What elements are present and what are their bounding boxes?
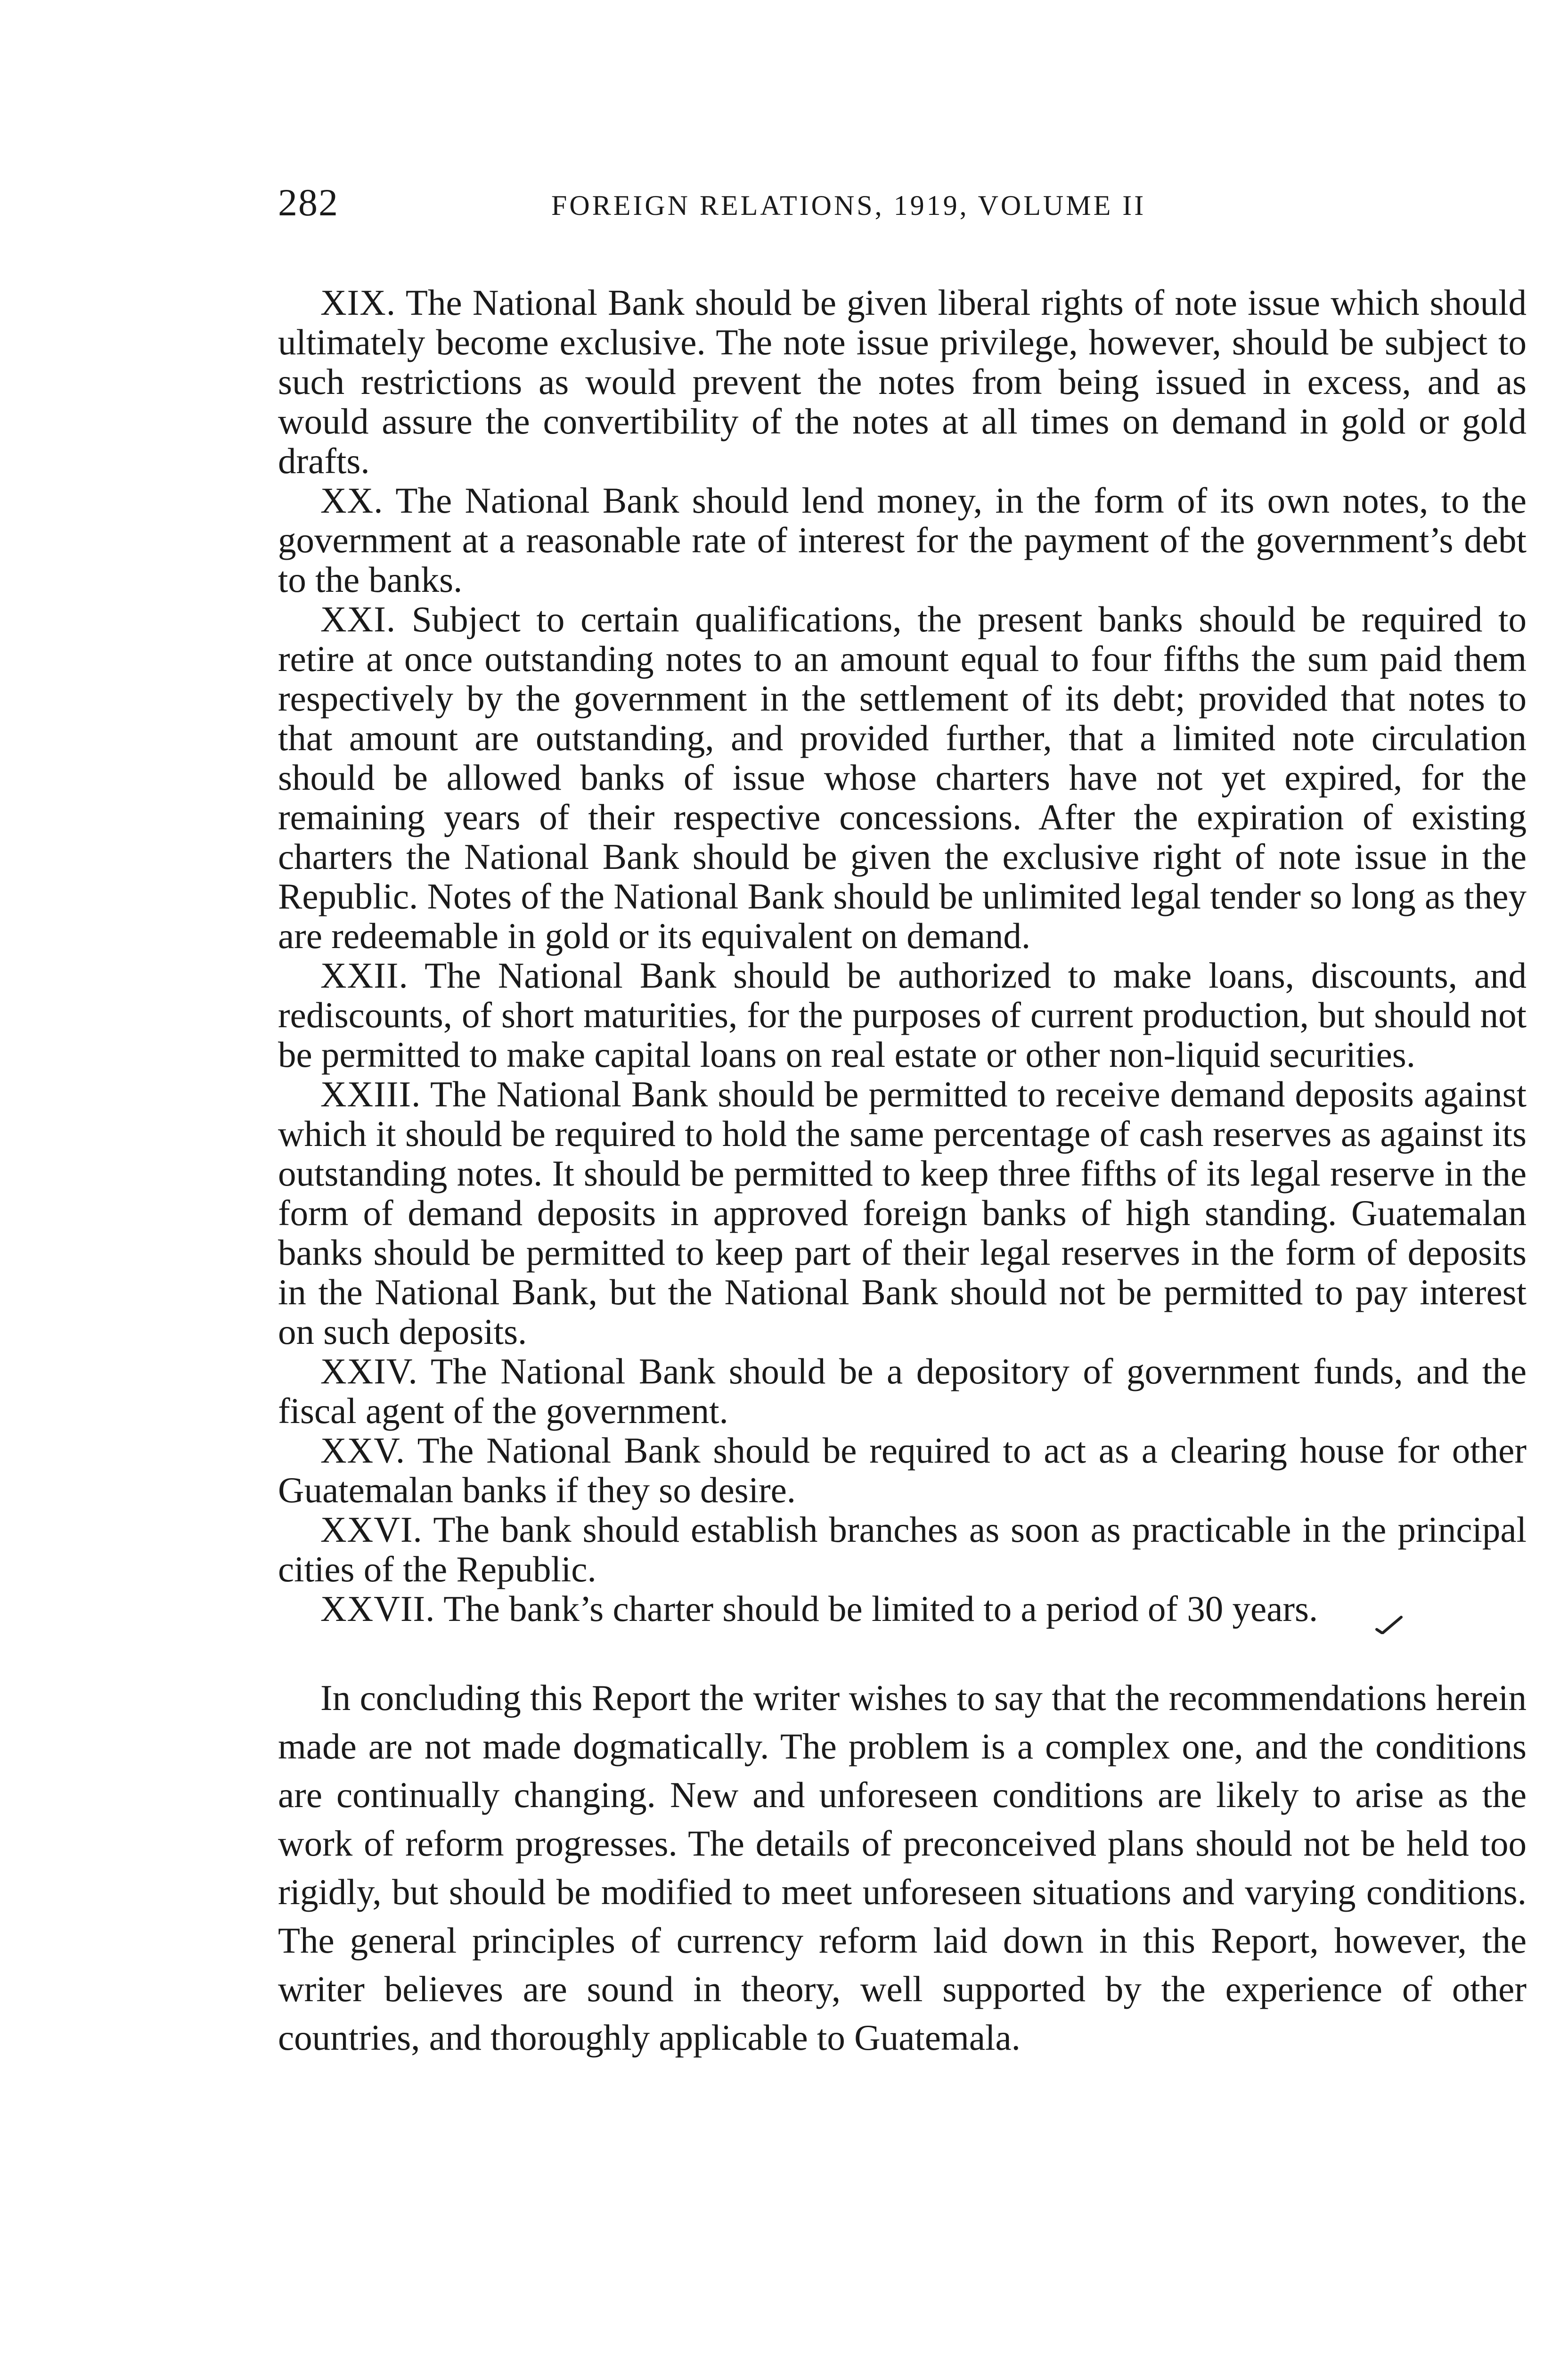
page-number: 282 xyxy=(278,181,339,224)
recommendation-numeral: XXI. xyxy=(320,599,396,639)
recommendation-text: The National Bank should be permitted to receive demand deposits against which it should be required to hold the same percentage of cash reserves as against its outstanding notes. It should be permitted to keep three fifths of its legal reserve in the form of demand deposits in approved foreign banks of high standing. Guatemalan banks should be permitted to keep part of their legal reserves in the form of deposits in the National Bank, but the National Bank should not be permitted to pay interest on such deposits. xyxy=(278,1074,1527,1352)
recommendation-text: The National Bank should be given liberal rights of note issue which should ultimately become exclusive. The note issue privilege, however, should be subject to such restrictions as would prevent the notes from being issued in excess, and as would assure the convertibility of the notes at all times on demand in gold or gold drafts. xyxy=(278,282,1527,481)
running-head xyxy=(278,179,1527,231)
recommendation-paragraph xyxy=(278,1510,1527,1589)
recommendation-numeral: XIX. xyxy=(320,282,396,323)
recommendation-numeral: XX. xyxy=(320,480,384,521)
recommendation-text: The National Bank should lend money, in the form of its own notes, to the government at a reasonable rate of interest for the payment of the government’s debt to the banks. xyxy=(278,480,1527,600)
recommendation-paragraph xyxy=(278,1431,1527,1510)
recommendations-list xyxy=(278,283,1527,1628)
recommendation-paragraph xyxy=(278,1589,1527,1628)
recommendation-numeral: XXV. xyxy=(320,1430,406,1471)
recommendation-paragraph xyxy=(278,481,1527,599)
recommendation-numeral: XXII. xyxy=(320,955,408,996)
recommendation-numeral: XXVI. xyxy=(320,1509,423,1550)
recommendation-text: The National Bank should be authorized to make loans, discounts, and rediscounts, of short maturities, for the purposes of current production, but should not be permitted to make capital loans on real estate or other non-liquid securities. xyxy=(278,955,1527,1075)
recommendation-text: The bank’s charter should be limited to a period of 30 years. xyxy=(443,1588,1318,1629)
recommendation-numeral: XXIV. xyxy=(320,1351,418,1391)
conclusion-paragraph: In concluding this Report the writer wishes to say that the recommendations herein made are not made dogmatically. The problem is a complex one, and the conditions are continually changing. New and unforeseen conditions are likely to arise as the work of reform progresses. The details of preconceived plans should not be held too rigidly, but should be modified to meet unforeseen situations and varying conditions. The general principles of currency reform laid down in this Report, however, the writer believes are sound in theory, well supported by the experience of other countries, and thoroughly applicable to Guatemala. xyxy=(278,1677,1527,2058)
recommendation-numeral: XXIII. xyxy=(320,1074,421,1114)
recommendation-paragraph xyxy=(278,283,1527,481)
pencil-check-mark-icon xyxy=(1375,1615,1403,1634)
recommendation-paragraph xyxy=(278,956,1527,1074)
recommendation-text: The National Bank should be a depository of government funds, and the fiscal agent of the government. xyxy=(278,1351,1527,1431)
recommendation-numeral: XXVII. xyxy=(320,1588,435,1629)
recommendation-paragraph xyxy=(278,1074,1527,1351)
recommendation-text: The National Bank should be required to act as a clearing house for other Guatemalan banks if they so desire. xyxy=(278,1430,1527,1510)
recommendation-text: The bank should establish branches as soon as practicable in the principal cities of the Republic. xyxy=(278,1509,1527,1589)
recommendation-paragraph xyxy=(278,1351,1527,1431)
document-page xyxy=(278,179,1527,2062)
recommendation-text: Subject to certain qualifications, the present banks should be required to retire at once outstanding notes to an amount equal to four fifths the sum paid them respectively by the government in the settlement of its debt; provided that notes to that amount are outstanding, and provided further, that a limited note circulation should be allowed banks of issue whose charters have not yet expired, for the remaining years of their respective concessions. After the expiration of existing charters the National Bank should be given the exclusive right of note issue in the Republic. Notes of the National Bank should be unlimited legal tender so long as they are redeemable in gold or its equivalent on demand. xyxy=(278,599,1527,956)
recommendation-paragraph xyxy=(278,599,1527,956)
running-title: FOREIGN RELATIONS, 1919, VOLUME II xyxy=(551,190,1146,221)
